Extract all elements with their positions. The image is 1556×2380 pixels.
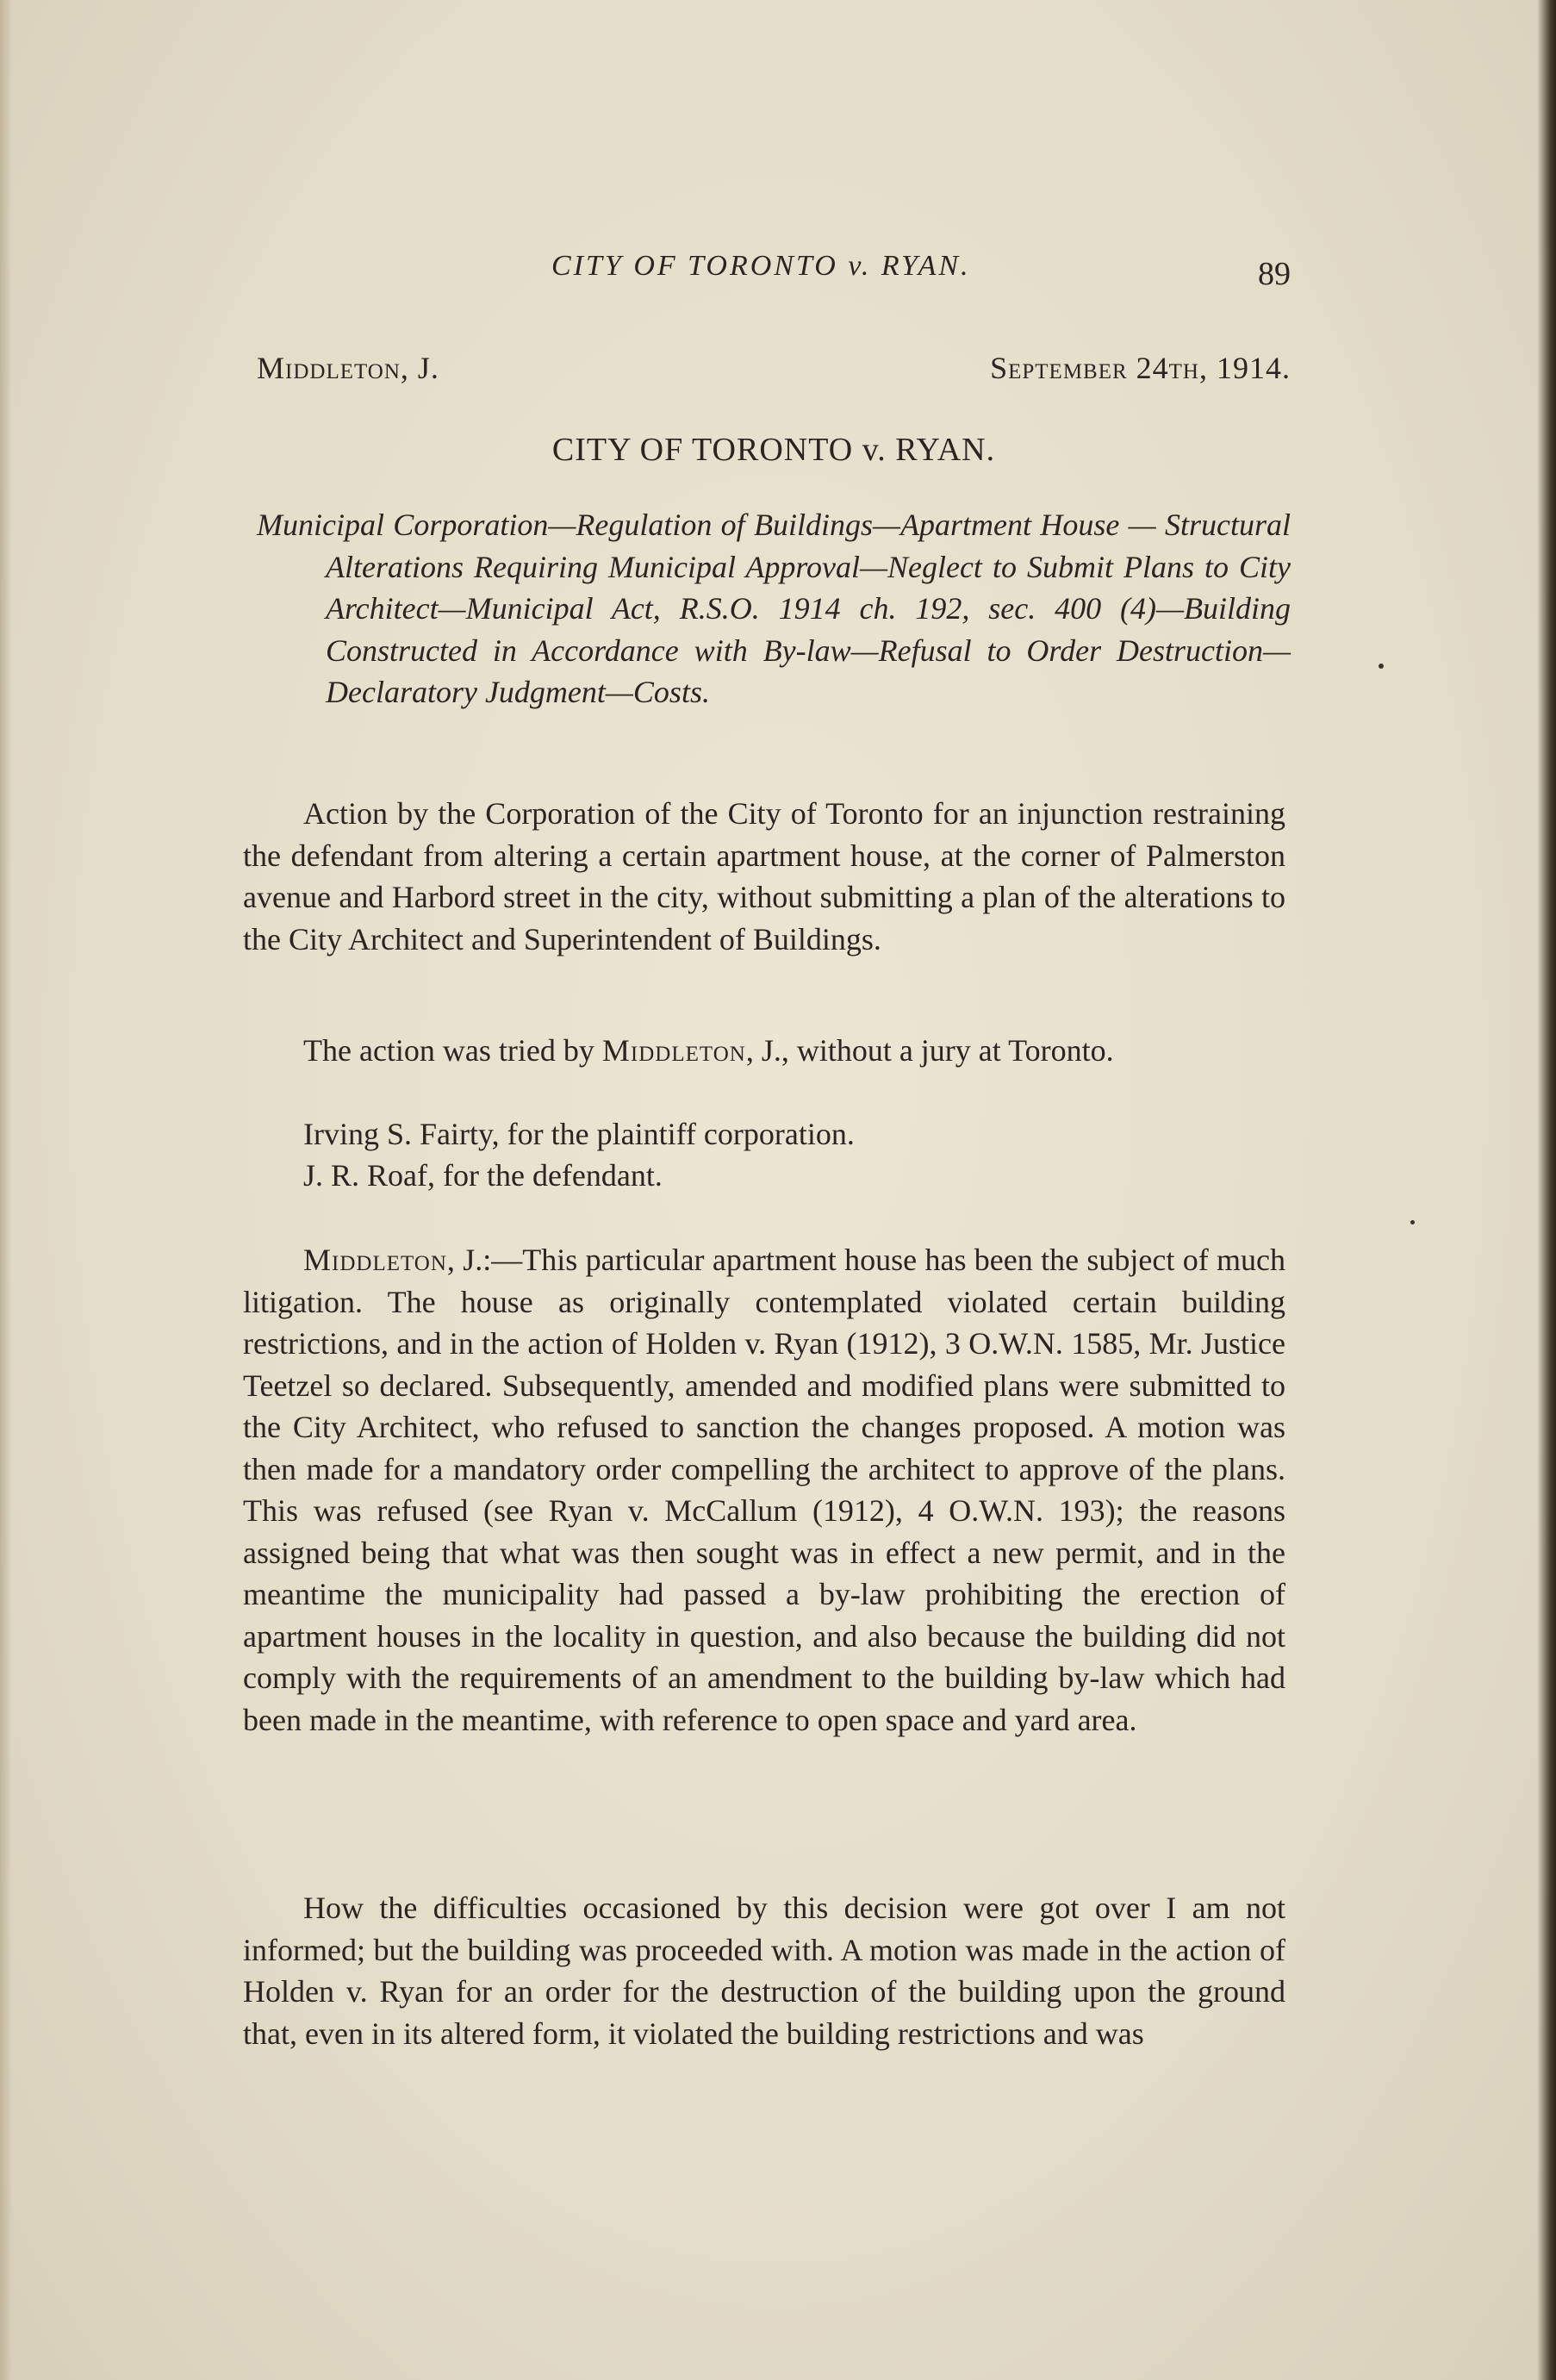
paper-speck	[1410, 1220, 1415, 1224]
paragraph-action: Action by the Corporation of the City of Toronto for an injunction restraining the defendant from altering a certain apartment house, at the corner of Palmerston avenue and Harbord street in the city, without submitting a plan of the alterations to the City Architect and Superintendent of Buildings.	[243, 796, 1285, 956]
paragraph-opinion	[243, 1239, 1285, 1741]
running-head: CITY OF TORONTO v. RYAN.	[551, 250, 971, 282]
trial-prefix: The action was tried by	[303, 1033, 602, 1068]
trial-judge: Middleton	[601, 1033, 746, 1068]
page-right-edge	[1537, 0, 1556, 2380]
judge-name: Middleton, J.	[257, 351, 439, 385]
page-number: 89	[1258, 256, 1291, 292]
trial-suffix: , J., without a jury at Toronto.	[745, 1033, 1114, 1068]
headnote-text: Municipal Corporation—Regulation of Buildings—Apartment House — Structural Alterations Requiring Municipal Approval—Neglect to Submit Plans to City Architect—Municipal Act, R.S.O. 1914 ch. 192, sec. 400 (4)—Building Constructed in Accordance with By-law—Refusal to Order Destruction—Declaratory Judgment—Costs.	[257, 508, 1291, 709]
opinion-judge-suffix: , J.:—	[446, 1243, 523, 1277]
case-title: CITY OF TORONTO v. RYAN.	[551, 432, 996, 468]
paper-speck	[1379, 664, 1384, 669]
decision-date: September 24th, 1914.	[990, 351, 1291, 385]
page-left-shadow	[0, 0, 12, 2380]
opinion-judge: Middleton	[303, 1243, 447, 1277]
paragraph-trial	[243, 1030, 1285, 1072]
opinion-text: This particular apartment house has been the subject of much litigation. The house as originally contemplated violated certain building restrictions, and in the action of Holden v. Ryan (1912), 3 O.W.N. 1585, Mr. Justice Teetzel so declared. Subsequently, amended and modified plans were submitted to the City Architect, who refused to sanction the changes proposed. A motion was then made for a mandatory order compelling the architect to approve of the plans. This was refused (see Ryan v. McCallum (1912), 4 O.W.N. 193); the reasons assigned being that what was then sought was in effect a new permit, and in the meantime the municipality had passed a by-law prohibiting the erection of apartment houses in the locality in question, and also because the building did not comply with the requirements of an amendment to the building by-law which had been made in the meantime, with reference to open space and yard area.	[243, 1243, 1286, 1737]
counsel-defendant: J. R. Roaf, for the defendant.	[303, 1158, 663, 1193]
counsel-plaintiff: Irving S. Fairty, for the plaintiff corporation.	[303, 1117, 855, 1151]
headnote	[257, 504, 1291, 713]
judge-date-line	[257, 350, 1291, 386]
paragraph-how: How the difficulties occasioned by this decision were got over I am not informed; but the building was proceeded with. A motion was made in the action of Holden v. Ryan for an order for the destruction of the building upon the ground that, even in its altered form, it violated the building restrictions and was	[243, 1891, 1285, 2051]
